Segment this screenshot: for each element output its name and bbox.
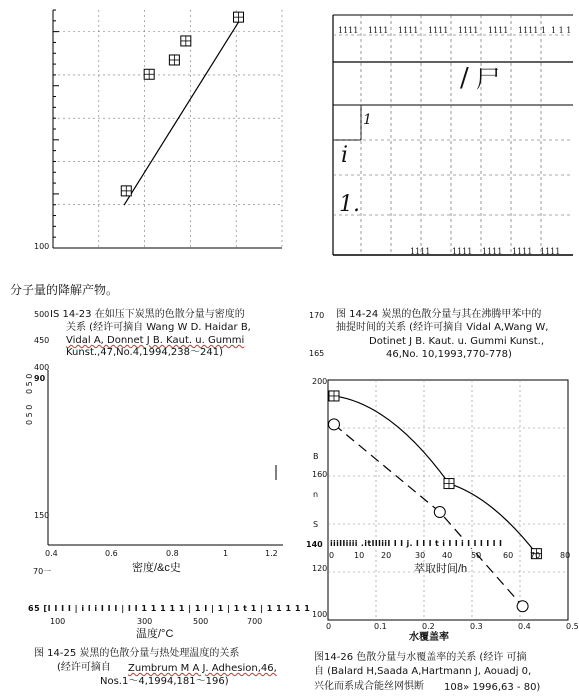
y-tick-rot-2: 0 5 0 bbox=[25, 404, 34, 425]
scramble-row: iiiIIiiii .itIIIiiI I I j. I I I t i I I i I I I I I I bbox=[330, 539, 503, 548]
fig-14-24-caption-4: 46,No. 10,1993,770-778) bbox=[386, 349, 512, 360]
fig-14-23-caption-4: Kunst.,47,No.4,1994,238～241) bbox=[66, 347, 223, 358]
top-tick-8: 1 1 1 bbox=[551, 26, 572, 35]
y-tick-140: 140 bbox=[306, 540, 323, 549]
glyph-1: 1 bbox=[363, 112, 372, 128]
top-tick-4: 1111 bbox=[428, 26, 449, 35]
y-tick-400: 400 bbox=[34, 363, 50, 372]
temp-tick-100: 100 bbox=[50, 617, 66, 626]
bottom-tick-4: 1111 bbox=[512, 247, 533, 256]
extract-tick-60: 60 bbox=[503, 551, 514, 560]
curve-square-series bbox=[334, 396, 536, 554]
fig-14-24-caption-2: 抽提时间的关系 (经许可摘自 Vidal A,Wang W, bbox=[336, 322, 549, 333]
fig-14-26-plot bbox=[328, 380, 573, 630]
temp-tick-500: 500 bbox=[193, 617, 209, 626]
fig-14-25-axes bbox=[48, 370, 288, 570]
extract-label: 萃取时间/h bbox=[414, 563, 468, 575]
y-mark-s: S bbox=[313, 520, 319, 529]
fig-14-25-caption-2b: Zumbrum M A J. Adhesion,46, bbox=[128, 663, 277, 674]
top-tick-7: 1111 1 bbox=[518, 26, 546, 35]
circle-point-2 bbox=[517, 601, 528, 612]
y-tick-165: 165 bbox=[309, 349, 325, 358]
fig-14-26-caption-3b: 108» 1996,63 - 80) bbox=[444, 682, 541, 693]
glyph-hu: 尸 bbox=[476, 65, 500, 93]
top-tick-1: 1111 bbox=[338, 26, 359, 35]
data-point-0 bbox=[121, 186, 131, 196]
fig-14-25-caption-2: (经许可摘自 bbox=[57, 662, 111, 673]
body-text: 分子量的降解产物。 bbox=[10, 283, 119, 297]
glyph-1-dot: 1. bbox=[339, 192, 360, 217]
curve-circle-series bbox=[334, 424, 523, 606]
data-point-4 bbox=[233, 12, 243, 22]
temp-tick-300: 300 bbox=[137, 617, 153, 626]
glyph-curve: / bbox=[460, 63, 469, 93]
data-point-2 bbox=[169, 55, 179, 65]
y-tick-150: 150 bbox=[34, 511, 50, 520]
square-point-0 bbox=[329, 391, 339, 401]
bottom-tick-3: 1111 bbox=[482, 247, 503, 256]
extract-tick-70: 70 bbox=[530, 551, 541, 560]
y-tick-70: 70一 bbox=[33, 567, 52, 576]
y-mark-n: n bbox=[313, 490, 319, 499]
fig-14-23-caption-3: Vidal A, Donnet J B. Kaut. u. Gummi bbox=[66, 335, 245, 346]
x-tick-0.8: 0.8 bbox=[166, 549, 179, 558]
top-tick-3: 1111 bbox=[398, 26, 419, 35]
top-tick-2: 1111 bbox=[368, 26, 389, 35]
y-tick-rot-1: 0 5 0 bbox=[25, 373, 34, 394]
fig-14-23-plot bbox=[0, 0, 290, 265]
top-tick-5: 1111 bbox=[458, 26, 479, 35]
x-tick-water-5: 0.5 bbox=[566, 622, 579, 631]
x-tick-1.2: 1.2 bbox=[265, 549, 278, 558]
y-tick-450: 450 bbox=[34, 336, 50, 345]
circle-point-1 bbox=[434, 507, 445, 518]
x-tick-water-1: 0.1 bbox=[374, 622, 387, 631]
fig-14-24-caption-1: 图 14-24 炭黑的色散分量与其在沸腾甲苯中的 bbox=[336, 309, 542, 320]
extract-tick-10: 10 bbox=[354, 551, 365, 560]
x-tick-water-2: 0.2 bbox=[422, 622, 435, 631]
fig-14-25-caption-3: Nos.1～4,1994,181～196) bbox=[100, 676, 229, 687]
fig-14-26-caption-1: 图14-26 色散分量与水覆盖率的关系 (经许 可摘 bbox=[314, 652, 527, 663]
data-point-3 bbox=[181, 36, 191, 46]
circle-point-0 bbox=[329, 419, 340, 430]
glyph-i: i bbox=[341, 143, 349, 168]
fig-14-23-caption-1: IS 14-23 在如压下炭黑的色散分量与密度的 bbox=[50, 309, 245, 320]
x-tick-water-0: 0 bbox=[326, 622, 332, 631]
extract-tick-20: 20 bbox=[381, 551, 392, 560]
fig-14-24-grid bbox=[333, 15, 573, 260]
x-tick-water-3: 0.3 bbox=[470, 622, 483, 631]
y-tick-120: 120 bbox=[312, 564, 328, 573]
extract-tick-40: 40 bbox=[442, 551, 453, 560]
y-tick-160: 160 bbox=[312, 470, 328, 479]
y-tick-100: 100 bbox=[34, 242, 50, 251]
data-point-1 bbox=[144, 69, 154, 79]
y-tick-100-b: 100 bbox=[312, 610, 328, 619]
fig-14-25-caption-1: 图 14-25 炭黑的色散分量与热处理温度的关系 bbox=[34, 648, 240, 659]
y-tick-90: 90 bbox=[34, 374, 46, 383]
x-label-water: 水覆盖率 bbox=[409, 632, 449, 643]
extract-tick-0: 0 bbox=[329, 551, 335, 560]
fig-14-23-caption-2: 关系 (经许可摘自 Wang W D. Haidar B, bbox=[66, 322, 251, 333]
x-label-density: 密度/&c史 bbox=[132, 562, 181, 574]
x-tick-1: 1 bbox=[223, 549, 229, 558]
y-tick-500: 500 bbox=[34, 310, 50, 319]
temp-label: 温度/°C bbox=[136, 628, 174, 640]
tick-row-65: 65 [I I I I | i l i I I I | I I 1 1 1 1 1 | 1 I | 1 | 1 t 1 | 1 1 1 1 1 bbox=[28, 604, 311, 613]
fig-14-24-caption-3: Dotinet J B. Kaut. u. Gummi Kunst., bbox=[369, 336, 545, 347]
extract-tick-30: 30 bbox=[415, 551, 426, 560]
bottom-tick-5: 1111 bbox=[540, 247, 561, 256]
x-tick-0.4: 0.4 bbox=[45, 549, 58, 558]
x-tick-0.6: 0.6 bbox=[105, 549, 118, 558]
top-tick-6: 1111 bbox=[488, 26, 509, 35]
bottom-tick-2: 1111 bbox=[452, 247, 473, 256]
extract-tick-50: 50 bbox=[471, 551, 482, 560]
y-mark-b: B bbox=[313, 452, 319, 461]
temp-tick-700: 700 bbox=[247, 617, 263, 626]
extract-tick-80: 80 bbox=[560, 551, 571, 560]
fig-14-26-caption-2: 自 (Balard H,Saada A,Hartmann J, Aouadj 0, bbox=[314, 666, 532, 677]
fig-14-26-caption-3: 兴化而系成合能丝网惧断 bbox=[314, 681, 424, 692]
bottom-tick-1: 1111 bbox=[410, 247, 431, 256]
x-tick-water-4: 0.4 bbox=[518, 622, 531, 631]
square-point-1 bbox=[444, 479, 454, 489]
y-tick-200: 200 bbox=[312, 377, 328, 386]
y-tick-170: 170 bbox=[309, 311, 325, 320]
